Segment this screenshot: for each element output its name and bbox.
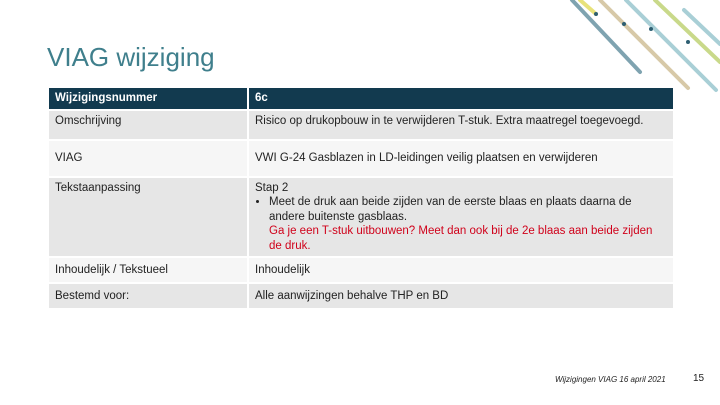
row-value: 6c [248, 88, 673, 110]
table-row [49, 283, 673, 309]
slide-title: VIAG wijziging [47, 42, 215, 72]
row-value: VWI G-24 Gasblazen in LD-leidingen veilig plaatsen en verwijderen [248, 140, 673, 177]
row-value: Risico op drukopbouw in te verwijderen T-stuk. Extra maatregel toegevoegd. [248, 110, 673, 140]
table-row [49, 88, 673, 110]
table-row [49, 257, 673, 283]
list-item [269, 195, 667, 253]
table-row [49, 140, 673, 177]
table-row [49, 110, 673, 140]
step-bullet-list [255, 195, 667, 253]
row-label: Bestemd voor: [49, 283, 248, 309]
bullet-text-red: Ga je een T-stuk uitbouwen? Meet dan ook bij de 2e blaas aan beide zijden de druk. [269, 225, 653, 252]
bullet-text: Meet de druk aan beide zijden van de eerste blaas en plaats daarna de andere buitenste gasblaas. [269, 196, 632, 223]
row-label: Inhoudelijk / Tekstueel [49, 257, 248, 283]
step-label: Stap 2 [255, 181, 289, 194]
row-label: Tekstaanpassing [49, 177, 248, 258]
table-row [49, 177, 673, 258]
row-label: Omschrijving [49, 110, 248, 140]
footer-text: Wijzigingen VIAG 16 april 2021 [555, 375, 666, 384]
page-number: 15 [693, 373, 705, 384]
row-value: Alle aanwijzingen behalve THP en BD [248, 283, 673, 309]
row-value-text-change [248, 177, 673, 258]
row-label: Wijzigingsnummer [49, 88, 248, 110]
row-value: Inhoudelijk [248, 257, 673, 283]
row-label: VIAG [49, 140, 248, 177]
change-details-table [49, 88, 673, 310]
